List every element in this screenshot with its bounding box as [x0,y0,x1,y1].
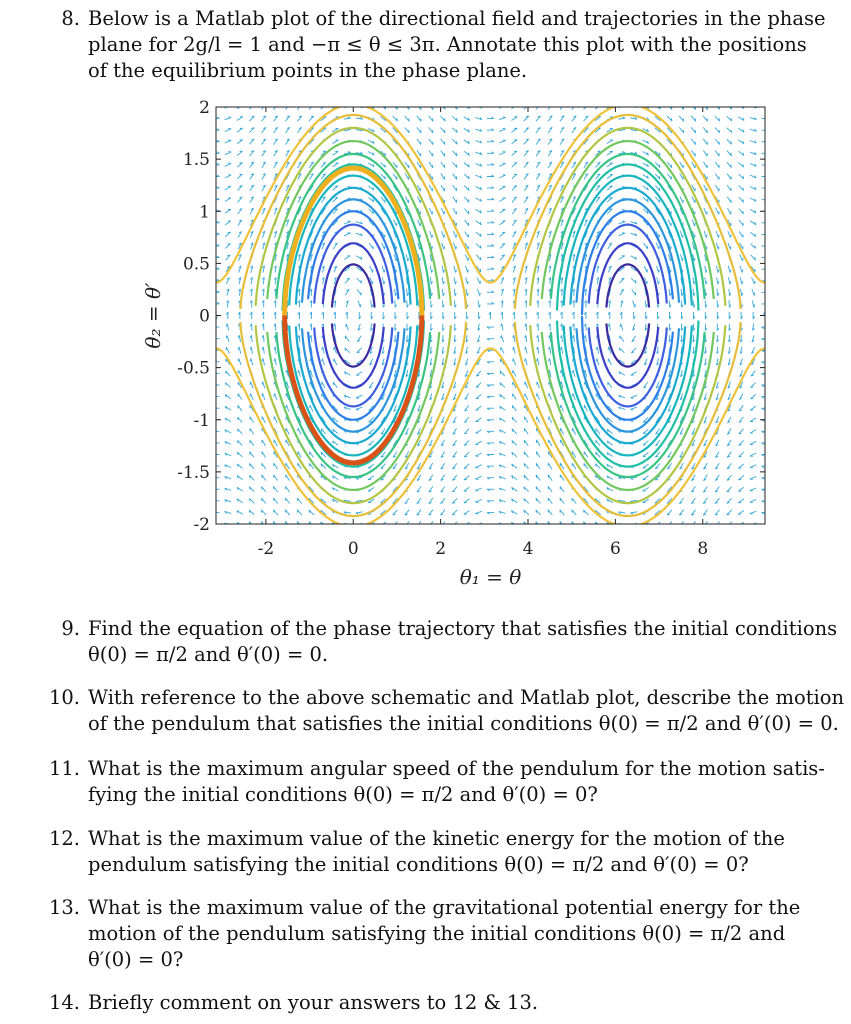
question-text [88,990,828,1016]
question-line: Find the equation of the phase trajectory that satisfies the initial conditions [88,617,838,640]
question-line: pendulum satisfying the initial conditions θ(0) = π/2 and θ′(0) = 0? [88,853,749,876]
y-tick-label: -2 [193,515,210,535]
question-text [88,756,828,808]
question-line: With reference to the above schematic and Matlab plot, describe the motion [88,686,845,709]
question-number: 13. [48,896,80,919]
question-number: 10. [48,686,80,709]
y-tick-label: -0.5 [177,358,210,379]
question-text [88,895,828,973]
question-line: of the pendulum that satisfies the initial conditions θ(0) = π/2 and θ′(0) = 0. [88,712,839,735]
question-text [88,826,828,878]
x-axis-label: θ₁ = θ [459,565,522,589]
x-tick-label: 8 [697,539,709,559]
y-tick-label: 0.5 [182,254,210,275]
question-line: θ′(0) = 0? [88,948,184,971]
y-tick-label: 1 [199,202,210,223]
question-line: Briefly comment on your answers to 12 & 13. [88,991,539,1014]
question-line: fying the initial conditions θ(0) = π/2 and θ′(0) = 0? [88,783,598,806]
x-tick-label: 2 [435,539,447,559]
question-line: What is the maximum value of the kinetic energy for the motion of the [88,827,785,850]
x-tick-label: 4 [522,539,534,559]
x-tick-label: 6 [609,539,621,559]
phase-plane-plot [0,95,851,595]
y-tick-label: 2 [199,98,210,118]
x-tick-label: -2 [257,539,275,559]
y-axis-label: θ₂ = θ′ [141,282,165,349]
y-tick-label: 0 [199,306,210,327]
question-line: Below is a Matlab plot of the directional field and trajectories in the phase [88,7,826,30]
y-tick-label: -1 [193,410,210,431]
question-number: 9. [61,617,80,640]
question-number: 12. [48,827,80,850]
x-tick-label: 0 [347,539,359,559]
question-line: What is the maximum value of the gravitational potential energy for the [88,896,801,919]
question-number: 14. [48,991,80,1014]
question-text [88,685,845,737]
question-line: plane for 2g/l = 1 and −π ≤ θ ≤ 3π. Annotate this plot with the positions [88,33,807,56]
question-line: θ(0) = π/2 and θ′(0) = 0. [88,643,329,666]
question-text [88,6,828,84]
y-tick-label: -1.5 [177,462,210,483]
question-line: motion of the pendulum satisfying the initial conditions θ(0) = π/2 and [88,922,786,945]
y-tick-label: 1.5 [182,150,210,171]
question-number: 11. [48,757,80,780]
question-number: 8. [61,7,80,30]
question-text [88,616,838,668]
question-line: What is the maximum angular speed of the pendulum for the motion satis- [88,757,825,780]
question-line: of the equilibrium points in the phase plane. [88,59,528,82]
